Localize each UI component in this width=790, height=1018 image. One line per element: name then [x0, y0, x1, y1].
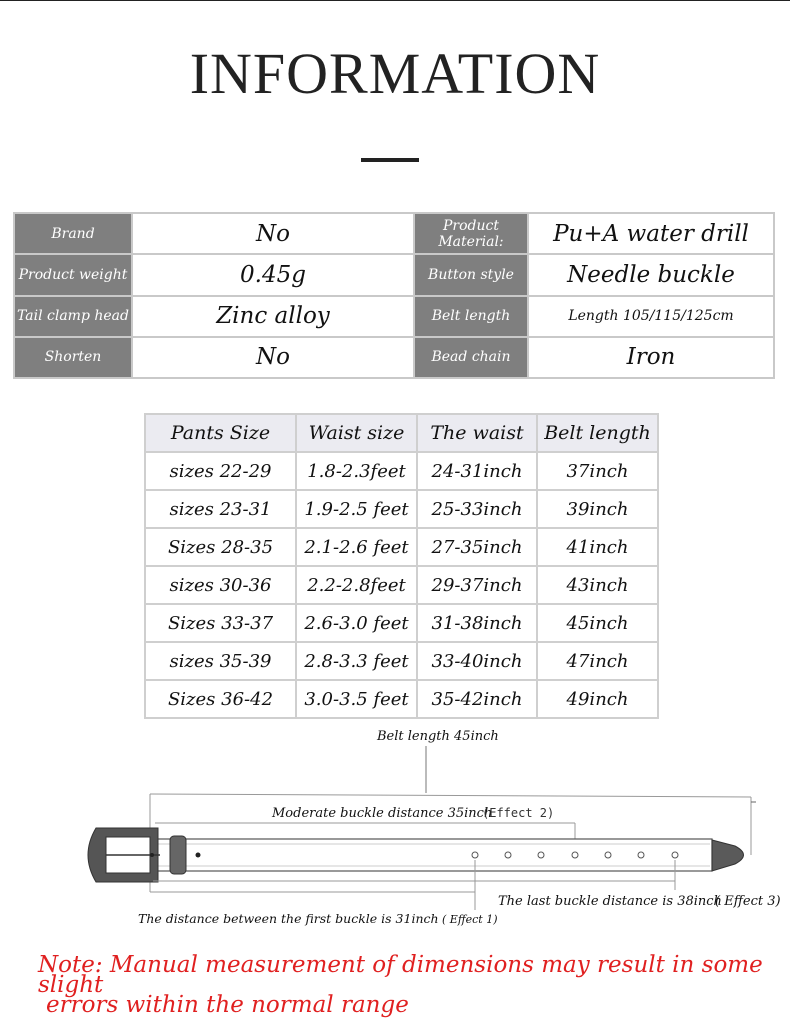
- spec-label-brand: Brand: [14, 213, 132, 254]
- spec-label-material: Product Material:: [414, 213, 528, 254]
- moderate-distance-label: Moderate buckle distance 35inch: [272, 806, 493, 821]
- spec-value-weight: 0.45g: [132, 254, 414, 295]
- spec-table: [13, 212, 775, 379]
- cell-waist-size: 2.6-3.0 feet: [296, 604, 417, 642]
- table-row: [145, 680, 658, 718]
- cell-pants-size: Sizes 36-42: [145, 680, 296, 718]
- header-the-waist: The waist: [417, 414, 537, 452]
- size-header-row: [145, 414, 658, 452]
- rivet-icon: [196, 853, 201, 858]
- spec-label-weight: Product weight: [14, 254, 132, 295]
- cell-the-waist: 25-33inch: [417, 490, 537, 528]
- page-title: INFORMATION: [189, 41, 601, 106]
- spec-value-brand: No: [132, 213, 414, 254]
- cell-pants-size: sizes 35-39: [145, 642, 296, 680]
- cell-waist-size: 1.9-2.5 feet: [296, 490, 417, 528]
- spec-value-button-style: Needle buckle: [528, 254, 774, 295]
- cell-belt-length: 45inch: [537, 604, 658, 642]
- first-distance-label: The distance between the first buckle is 31inch: [138, 911, 439, 926]
- table-row: [145, 604, 658, 642]
- effect2-label: (Effect 2): [482, 806, 555, 820]
- note-line-2: errors within the normal range: [46, 992, 409, 1018]
- cell-pants-size: Sizes 33-37: [145, 604, 296, 642]
- hole-icon: [638, 852, 644, 858]
- cell-waist-size: 2.1-2.6 feet: [296, 528, 417, 566]
- cell-belt-length: 43inch: [537, 566, 658, 604]
- header-pants-size: Pants Size: [145, 414, 296, 452]
- belt-length-label: Belt length 45inch: [377, 729, 499, 744]
- cell-pants-size: sizes 30-36: [145, 566, 296, 604]
- cell-waist-size: 3.0-3.5 feet: [296, 680, 417, 718]
- spec-value-shorten: No: [132, 337, 414, 378]
- table-row: [145, 452, 658, 490]
- effect3-label: ( Effect 3): [715, 894, 781, 909]
- spec-label-tail-clamp: Tail clamp head: [14, 296, 132, 337]
- cell-belt-length: 39inch: [537, 490, 658, 528]
- spec-value-bead-chain: Iron: [528, 337, 774, 378]
- cell-pants-size: sizes 22-29: [145, 452, 296, 490]
- hole-icon: [505, 852, 511, 858]
- cell-the-waist: 35-42inch: [417, 680, 537, 718]
- effect1-label: ( Effect 1): [442, 913, 498, 926]
- belt-diagram: [0, 720, 790, 940]
- cell-the-waist: 29-37inch: [417, 566, 537, 604]
- cell-the-waist: 24-31inch: [417, 452, 537, 490]
- spec-row: [14, 254, 774, 295]
- belt-tip-icon: [712, 840, 744, 871]
- hole-icon: [538, 852, 544, 858]
- top-divider: [0, 0, 790, 1]
- cell-the-waist: 31-38inch: [417, 604, 537, 642]
- cell-belt-length: 41inch: [537, 528, 658, 566]
- cell-belt-length: 47inch: [537, 642, 658, 680]
- table-row: [145, 490, 658, 528]
- cell-pants-size: Sizes 28-35: [145, 528, 296, 566]
- note-line-1: Note: Manual measurement of dimensions may result in some slight: [38, 952, 763, 998]
- spec-value-material: Pu+A water drill: [528, 213, 774, 254]
- cell-the-waist: 33-40inch: [417, 642, 537, 680]
- spec-row: [14, 337, 774, 378]
- cell-waist-size: 2.2-2.8feet: [296, 566, 417, 604]
- cell-waist-size: 1.8-2.3feet: [296, 452, 417, 490]
- disclaimer-note: [38, 952, 783, 1018]
- hole-icon: [605, 852, 611, 858]
- table-row: [145, 528, 658, 566]
- spec-value-tail-clamp: Zinc alloy: [132, 296, 414, 337]
- last-distance-label: The last buckle distance is 38inch: [498, 894, 722, 909]
- spec-row: [14, 296, 774, 337]
- header-belt-length: Belt length: [537, 414, 658, 452]
- spec-value-belt-length: Length 105/115/125cm: [528, 296, 774, 337]
- table-row: [145, 642, 658, 680]
- cell-belt-length: 49inch: [537, 680, 658, 718]
- cell-belt-length: 37inch: [537, 452, 658, 490]
- cell-pants-size: sizes 23-31: [145, 490, 296, 528]
- hole-icon: [572, 852, 578, 858]
- cell-the-waist: 27-35inch: [417, 528, 537, 566]
- spec-label-belt-length: Belt length: [414, 296, 528, 337]
- title-underline: [361, 158, 419, 162]
- belt-loop-icon: [170, 836, 186, 874]
- spec-label-shorten: Shorten: [14, 337, 132, 378]
- spec-label-bead-chain: Bead chain: [414, 337, 528, 378]
- belt-length-dimension-line: [150, 794, 751, 797]
- hole-icon: [672, 852, 678, 858]
- hole-icon: [472, 852, 478, 858]
- cell-waist-size: 2.8-3.3 feet: [296, 642, 417, 680]
- table-row: [145, 566, 658, 604]
- size-table: [144, 413, 659, 719]
- spec-label-button-style: Button style: [414, 254, 528, 295]
- spec-row: [14, 213, 774, 254]
- header-waist-size: Waist size: [296, 414, 417, 452]
